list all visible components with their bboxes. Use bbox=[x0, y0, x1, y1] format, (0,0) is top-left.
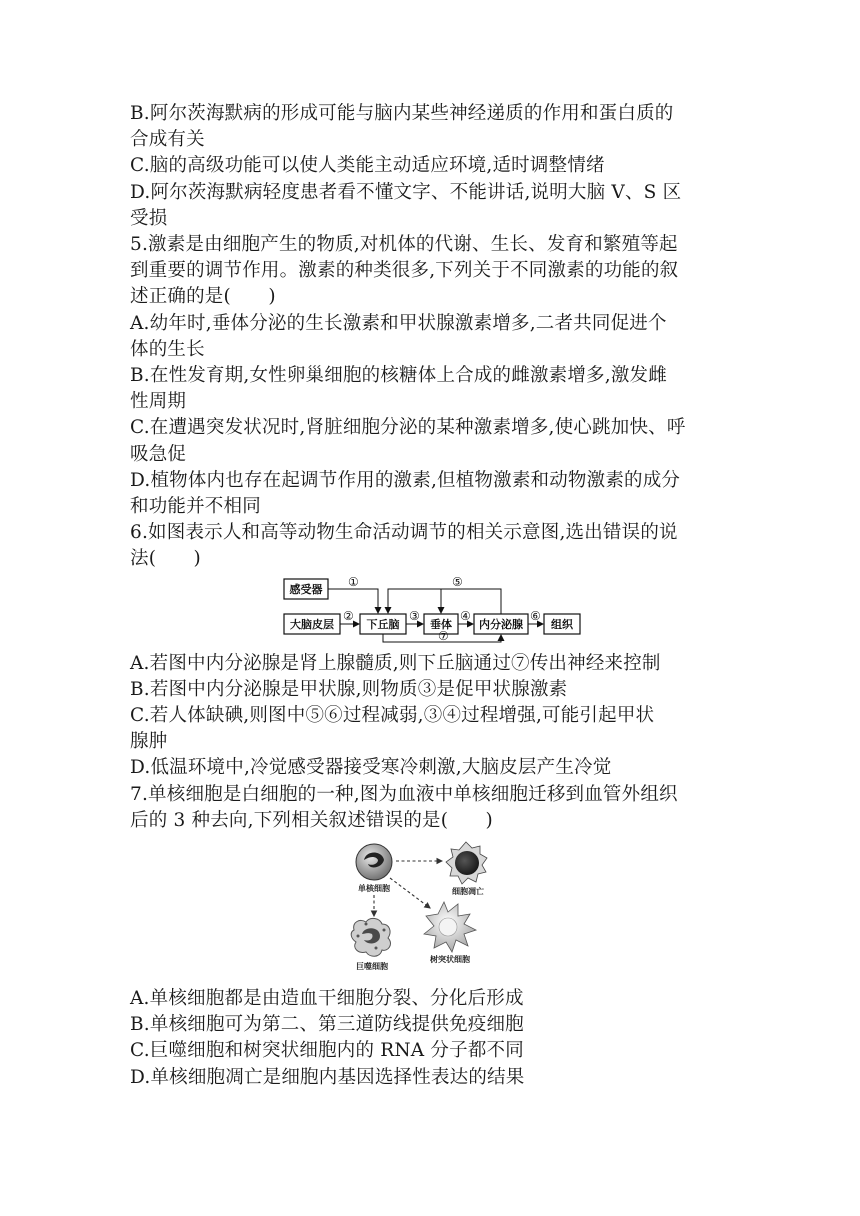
q5-option-b-line1: B.在性发育期,女性卵巢细胞的核糖体上合成的雌激素增多,激发雌 bbox=[130, 365, 667, 387]
num-1: ① bbox=[348, 574, 359, 589]
q6-option-b: B.若图中内分泌腺是甲状腺,则物质③是促甲状腺激素 bbox=[130, 678, 568, 700]
q7-option-b: B.单核细胞可为第二、第三道防线提供免疫细胞 bbox=[130, 1014, 524, 1036]
q6-diagram-svg bbox=[282, 575, 582, 645]
q4-option-b-line1: B.阿尔茨海默病的形成可能与脑内某些神经递质的作用和蛋白质的 bbox=[130, 103, 674, 124]
label-tissue: 组织 bbox=[551, 617, 573, 631]
label-cortex: 大脑皮层 bbox=[290, 617, 334, 631]
q5-option-a-line1: A.幼年时,垂体分泌的生长激素和甲状腺激素增多,二者共同促进个 bbox=[130, 312, 667, 334]
q5-stem-line1: 5.激素是由细胞产生的物质,对机体的代谢、生长、发育和繁殖等起 bbox=[130, 234, 678, 256]
caption-monocyte: 单核细胞 bbox=[358, 884, 390, 894]
monocyte-cell bbox=[356, 844, 392, 880]
q6-option-c-line2: 腺肿 bbox=[130, 731, 168, 753]
q7-stem-line2: 后的 3 种去向,下列相关叙述错误的是( ) bbox=[130, 809, 493, 831]
q6-option-c-line1: C.若人体缺碘,则图中⑤⑥过程减弱,③④过程增强,可能引起甲状 bbox=[130, 705, 655, 727]
q6-regulation-diagram bbox=[130, 575, 730, 649]
q4-option-d-line1: D.阿尔茨海默病轻度患者看不懂文字、不能讲话,说明大脑 V、S 区 bbox=[130, 181, 682, 203]
q6-stem-line1: 6.如图表示人和高等动物生命活动调节的相关示意图,选出错误的说 bbox=[130, 522, 678, 544]
label-hypothalamus: 下丘脑 bbox=[366, 617, 400, 631]
q6-option-a: A.若图中内分泌腺是肾上腺髓质,则下丘脑通过⑦传出神经来控制 bbox=[130, 652, 661, 674]
num-3: ③ bbox=[409, 608, 420, 623]
caption-apoptosis: 细胞凋亡 bbox=[452, 887, 484, 897]
num-7: ⑦ bbox=[438, 628, 449, 643]
caption-macrophage: 巨噬细胞 bbox=[356, 962, 388, 972]
q4-option-c: C.脑的高级功能可以使人类能主动适应环境,适时调整情绪 bbox=[130, 155, 605, 177]
q7-option-d: D.单核细胞凋亡是细胞内基因选择性表达的结果 bbox=[130, 1066, 525, 1088]
q5-option-b-line2: 性周期 bbox=[130, 391, 187, 413]
q5-stem-line3: 述正确的是( ) bbox=[130, 286, 276, 308]
exam-page bbox=[130, 101, 730, 1091]
label-receptor: 感受器 bbox=[289, 582, 323, 596]
q7-diagram-svg bbox=[346, 838, 506, 982]
q7-stem-line1: 7.单核细胞是白细胞的一种,图为血液中单核细胞迁移到血管外组织 bbox=[130, 783, 678, 805]
apoptotic-cell bbox=[446, 842, 487, 884]
num-5: ⑤ bbox=[452, 574, 463, 589]
macrophage-cell bbox=[351, 918, 390, 956]
q5-option-c-line1: C.在遭遇突发状况时,肾脏细胞分泌的某种激素增多,使心跳加快、呼 bbox=[130, 417, 686, 439]
q7-monocyte-fate-diagram bbox=[130, 838, 730, 982]
q4-option-d-line2: 受损 bbox=[130, 207, 168, 229]
q7-option-c: C.巨噬细胞和树突状细胞内的 RNA 分子都不同 bbox=[130, 1040, 524, 1062]
arrow-5a bbox=[388, 589, 501, 614]
q5-option-d-line2: 和功能并不相同 bbox=[130, 496, 261, 518]
q6-stem-line2: 法( ) bbox=[130, 548, 201, 570]
num-6: ⑥ bbox=[530, 608, 541, 623]
q5-option-a-line2: 体的生长 bbox=[130, 338, 205, 360]
label-pituitary: 垂体 bbox=[430, 617, 452, 631]
num-2: ② bbox=[343, 608, 354, 623]
q5-stem-line2: 到重要的调节作用。激素的种类很多,下列关于不同激素的功能的叙 bbox=[130, 260, 679, 282]
q6-option-d: D.低温环境中,冷觉感受器接受寒冷刺激,大脑皮层产生冷觉 bbox=[130, 757, 612, 779]
q7-option-a: A.单核细胞都是由造血干细胞分裂、分化后形成 bbox=[130, 988, 524, 1010]
dendritic-cell bbox=[424, 902, 476, 952]
num-4: ④ bbox=[460, 608, 471, 623]
label-endocrine: 内分泌腺 bbox=[479, 617, 523, 631]
q5-option-c-line2: 吸急促 bbox=[130, 443, 187, 465]
q5-option-d-line1: D.植物体内也存在起调节作用的激素,但植物激素和动物激素的成分 bbox=[130, 469, 681, 491]
q4-option-b-line2: 合成有关 bbox=[130, 129, 205, 151]
arrow-to-dendritic bbox=[390, 878, 430, 908]
caption-dendritic: 树突状细胞 bbox=[430, 955, 470, 965]
